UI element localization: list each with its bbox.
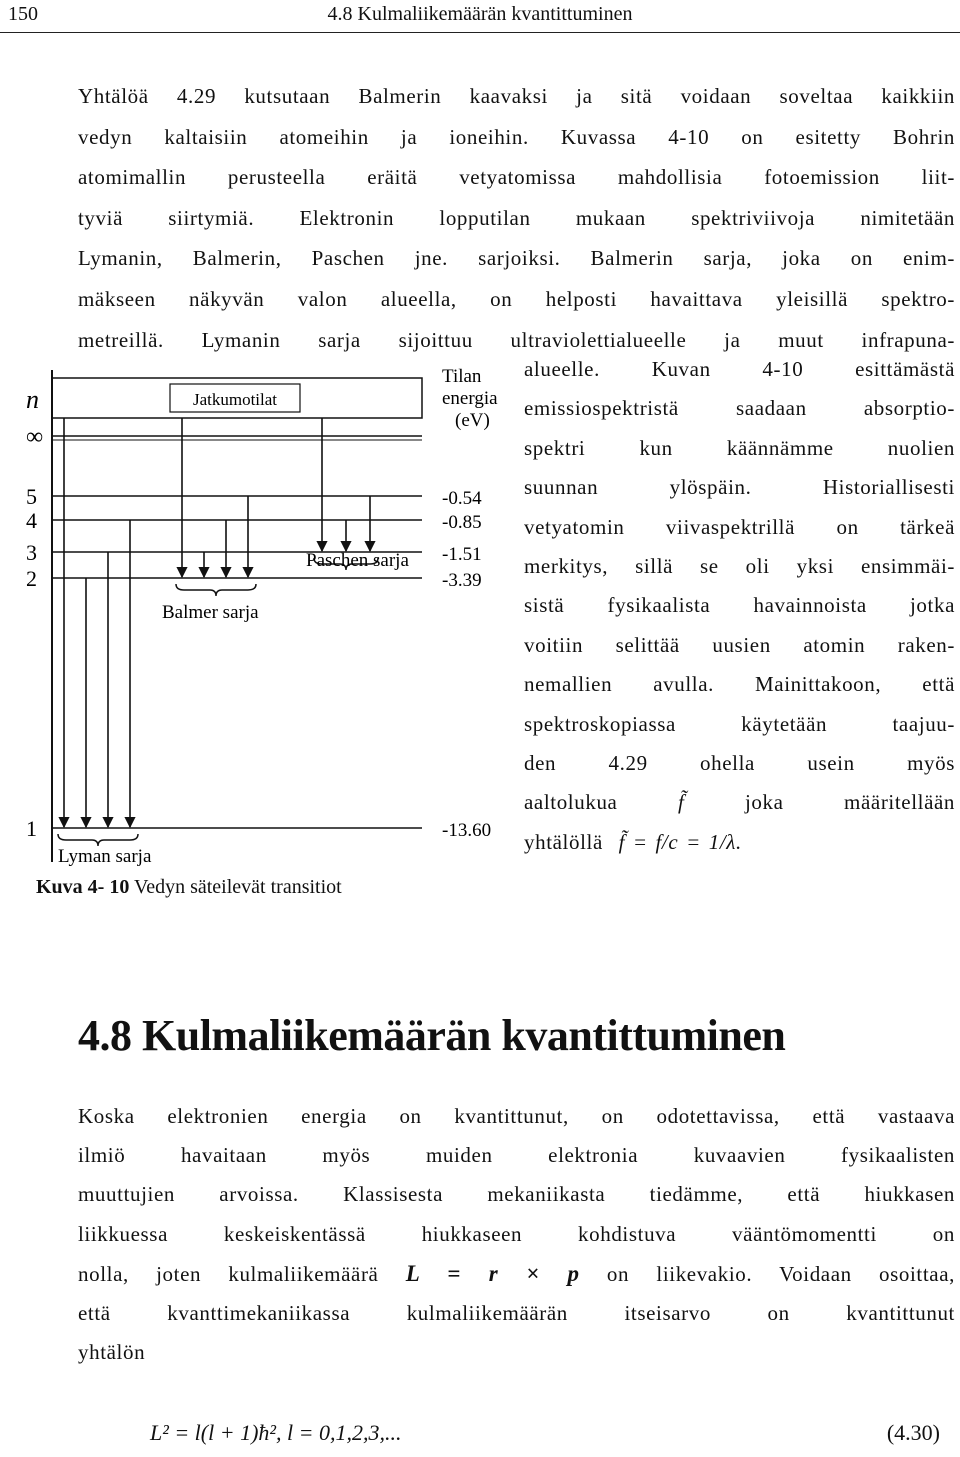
text-line: emissiospektristä saadaan absorptio- <box>524 396 955 421</box>
text-line: den 4.29 ohella usein myös <box>524 751 955 776</box>
series-label: Balmer sarja <box>162 602 259 623</box>
text-fragment: aaltolukua <box>524 790 618 815</box>
level-n-label: ∞ <box>26 424 44 450</box>
equation-formula: L² = l(l + 1)ħ², l = 0,1,2,3,... <box>150 1420 402 1445</box>
text-line: suunnan ylöspäin. Historiallisesti <box>524 475 955 500</box>
paragraph-angular-momentum <box>78 1097 955 1372</box>
level-n-label: 1 <box>26 816 37 841</box>
wavenumber-definition-formula: f̃ = f/c = 1/λ. <box>618 829 742 854</box>
page-number: 150 <box>8 3 38 25</box>
level-energy-label: -3.39 <box>442 570 482 591</box>
text-line: mäkseen näkyvän valon alueella, on helposti havaittava yleisillä spektro- <box>78 286 955 311</box>
text-line: voitiin selittää uusien atomin raken- <box>524 632 955 657</box>
definition-line <box>524 823 955 862</box>
continuum-label: Jatkumotilat <box>192 390 278 409</box>
text-fragment: on liikevakio. Voidaan osoittaa, <box>606 1261 955 1286</box>
running-title: 4.8 Kulmaliikemäärän kvantittuminen <box>327 3 633 25</box>
series-label: Lyman sarja <box>58 846 152 867</box>
energy-level-diagram <box>0 362 520 882</box>
level-n-label: 2 <box>26 566 37 591</box>
level-n-label: 3 <box>26 540 37 565</box>
text-line: Lymanin, Balmerin, Paschen jne. sarjoiksi. Balmerin sarja, joka on enim- <box>78 246 955 271</box>
figure-caption-label: Kuva 4- 10 <box>36 876 130 898</box>
figure-caption <box>36 876 342 899</box>
angular-momentum-line <box>78 1254 955 1294</box>
text-fragment: joka määritellään <box>744 790 956 815</box>
paragraph-spectra-wrap <box>524 350 955 862</box>
text-line: liikkuessa keskeiskentässä hiukkaseen kohdistuva vääntömomentti on <box>78 1221 955 1246</box>
level-n-label: 5 <box>26 484 37 509</box>
text-line: vedyn kaltaisiin atomeihin ja ioneihin. Kuvassa 4-10 on esitetty Bohrin <box>78 124 955 149</box>
text-line: tyviä siirtymiä. Elektronin lopputilan mukaan spektriviivoja nimitetään <box>78 205 955 230</box>
text-line: alueelle. Kuvan 4-10 esittämästä <box>524 357 955 381</box>
energy-header-line: Tilan <box>442 366 482 387</box>
text-line: atomimallin perusteella eräitä vetyatomissa mahdollisia fotoemission liit- <box>78 165 955 190</box>
series-brace <box>176 584 256 596</box>
text-line: ilmiö havaitaan myös muiden elektronia kuvaavien fysikaalisten <box>78 1143 955 1168</box>
text-fragment: yhtälöllä <box>524 829 603 854</box>
energy-header-line: energia <box>442 388 498 409</box>
equation-4-30 <box>150 1420 940 1446</box>
energy-level-svg <box>0 362 520 882</box>
n-axis-label: n <box>26 385 39 414</box>
level-n-label: 4 <box>26 508 37 533</box>
level-energy-label: -1.51 <box>442 544 482 565</box>
equation-number: (4.30) <box>886 1420 940 1445</box>
text-line: muuttujien arvoissa. Klassisesta mekaniikasta tiedämme, että hiukkasen <box>78 1182 955 1207</box>
series-label: Paschen sarja <box>306 550 409 571</box>
text-line: vetyatomin viivaspektrillä on tärkeä <box>524 514 955 539</box>
level-energy-label: -0.85 <box>442 512 482 533</box>
text-line: metreillä. Lymanin sarja sijoittuu ultraviolettialueelle ja muut infrapuna- <box>78 327 955 352</box>
text-line: spektroskopiassa käytetään taajuu- <box>524 711 955 736</box>
text-line: nemallien avulla. Mainittakoon, että <box>524 672 955 697</box>
level-energy-label: -0.54 <box>442 488 482 509</box>
wavenumber-line <box>524 783 955 822</box>
text-line: Yhtälöä 4.29 kutsutaan Balmerin kaavaksi ja sitä voidaan soveltaa kaikkiin <box>78 84 955 108</box>
text-line: Koska elektronien energia on kvantittunut, on odotettavissa, että vastaava <box>78 1104 955 1128</box>
text-line: että kvanttimekaniikassa kulmaliikemäärän itseisarvo on kvantittunut <box>78 1301 955 1326</box>
text-fragment: nolla, joten kulmaliikemäärä <box>78 1261 379 1286</box>
wavenumber-symbol: f̃ <box>678 790 685 815</box>
energy-header-line: (eV) <box>455 410 490 431</box>
text-line: sistä fysikaalista havainnoista jotka <box>524 593 955 618</box>
text-line: merkitys, sillä se oli yksi ensimmäi- <box>524 554 955 579</box>
angular-momentum-formula: L = r × p <box>405 1260 580 1286</box>
paragraph-balmer-intro <box>78 76 955 360</box>
text-line: yhtälön <box>78 1340 146 1365</box>
level-energy-label: -13.60 <box>442 820 492 841</box>
section-heading: 4.8 Kulmaliikemäärän kvantittuminen <box>78 1011 786 1060</box>
page-header <box>0 0 960 33</box>
figure-caption-text: Vedyn säteilevät transitiot <box>129 876 342 898</box>
series-brace <box>58 834 138 846</box>
text-line: spektri kun käännämme nuolien <box>524 435 955 460</box>
